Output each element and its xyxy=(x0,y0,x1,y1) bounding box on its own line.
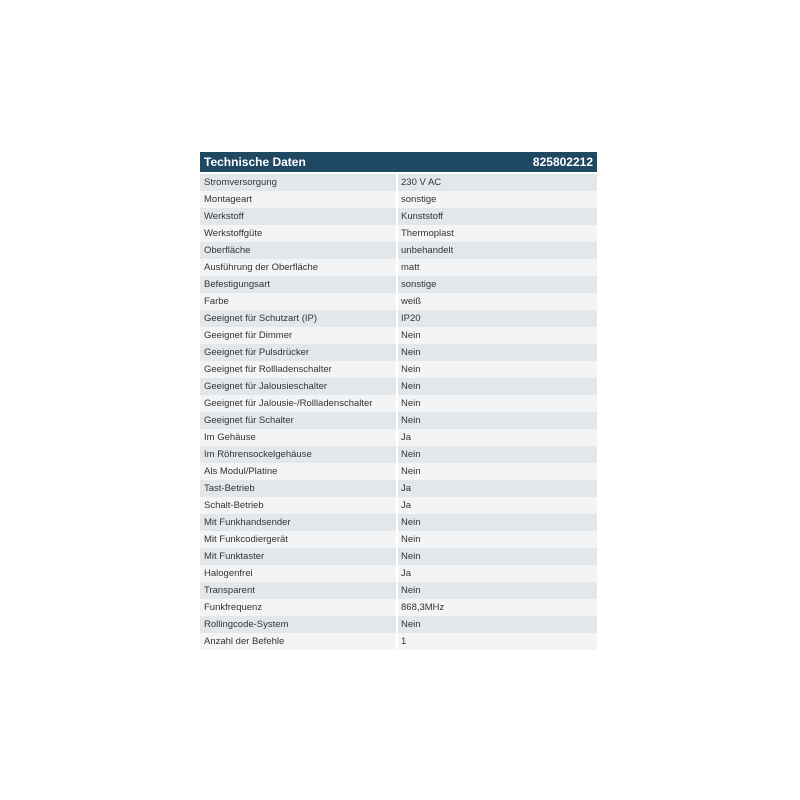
row-label: Stromversorgung xyxy=(204,177,277,188)
table-row xyxy=(200,293,597,310)
row-value: Nein xyxy=(401,585,421,596)
row-label: Mit Funkhandsender xyxy=(204,517,291,528)
table-row xyxy=(200,208,597,225)
table-row xyxy=(200,480,597,497)
row-label: Werkstoff xyxy=(204,211,244,222)
table-row xyxy=(200,616,597,633)
row-label: Farbe xyxy=(204,296,229,307)
table-row xyxy=(200,565,597,582)
row-value: Kunststoff xyxy=(401,211,444,222)
row-label: Geeignet für Dimmer xyxy=(204,330,293,341)
row-value: Thermoplast xyxy=(401,228,454,239)
row-value: Ja xyxy=(401,483,412,494)
row-value: Nein xyxy=(401,398,421,409)
row-value: Nein xyxy=(401,551,421,562)
row-label: Montageart xyxy=(204,194,253,205)
row-value: 868,3MHz xyxy=(401,602,445,613)
row-label: Halogenfrei xyxy=(204,568,253,579)
table-row xyxy=(200,582,597,599)
table-title: Technische Daten xyxy=(204,155,306,169)
row-label: Im Röhrensockelgehäuse xyxy=(204,449,312,460)
row-value: weiß xyxy=(401,296,422,307)
row-label: Funkfrequenz xyxy=(204,602,263,613)
row-label: Geeignet für Jalousieschalter xyxy=(204,381,328,392)
table-row xyxy=(200,497,597,514)
table-header xyxy=(200,152,597,172)
row-value: Ja xyxy=(401,500,412,511)
row-label: Schalt-Betrieb xyxy=(204,500,264,511)
row-value: 230 V AC xyxy=(401,177,442,188)
table-row xyxy=(200,514,597,531)
row-label: Rollingcode-System xyxy=(204,619,289,630)
table-row xyxy=(200,259,597,276)
table-row xyxy=(200,378,597,395)
table-row xyxy=(200,548,597,565)
row-label: Geeignet für Pulsdrücker xyxy=(204,347,310,358)
table-row xyxy=(200,429,597,446)
table-row xyxy=(200,599,597,616)
row-value: sonstige xyxy=(401,194,437,205)
table-row xyxy=(200,463,597,480)
table-row xyxy=(200,633,597,650)
table-row xyxy=(200,412,597,429)
table-row xyxy=(200,344,597,361)
table-row xyxy=(200,446,597,463)
table-row xyxy=(200,310,597,327)
row-value: matt xyxy=(401,262,420,273)
row-label: Geeignet für Rollladenschalter xyxy=(204,364,332,375)
row-label: Oberfläche xyxy=(204,245,251,256)
row-value: unbehandelt xyxy=(401,245,454,256)
row-label: Als Modul/Platine xyxy=(204,466,278,477)
row-label: Geeignet für Jalousie-/Rollladenschalter xyxy=(204,398,373,409)
table-row xyxy=(200,531,597,548)
row-value: Nein xyxy=(401,517,421,528)
row-value: Ja xyxy=(401,568,412,579)
row-label: Transparent xyxy=(204,585,255,596)
row-label: Anzahl der Befehle xyxy=(204,636,285,647)
row-label: Im Gehäuse xyxy=(204,432,256,443)
table-row xyxy=(200,395,597,412)
table-row xyxy=(200,191,597,208)
row-label: Geeignet für Schalter xyxy=(204,415,294,426)
row-label: Mit Funkcodiergerät xyxy=(204,534,288,545)
article-number: 825802212 xyxy=(532,155,593,169)
table-row xyxy=(200,327,597,344)
table-row xyxy=(200,242,597,259)
row-label: Mit Funktaster xyxy=(204,551,265,562)
row-value: 1 xyxy=(401,636,407,647)
row-label: Befestigungsart xyxy=(204,279,271,290)
row-value: Nein xyxy=(401,364,421,375)
table-row xyxy=(200,174,597,191)
row-value: Nein xyxy=(401,330,421,341)
row-value: Nein xyxy=(401,449,421,460)
row-value: Nein xyxy=(401,381,421,392)
row-label: Werkstoffgüte xyxy=(204,228,263,239)
row-value: Nein xyxy=(401,534,421,545)
table-row xyxy=(200,225,597,242)
row-label: Tast-Betrieb xyxy=(204,483,255,494)
row-label: Geeignet für Schutzart (IP) xyxy=(204,313,317,324)
table-row xyxy=(200,276,597,293)
row-value: Nein xyxy=(401,466,421,477)
table-body xyxy=(200,174,597,650)
table-row xyxy=(200,361,597,378)
row-value: Nein xyxy=(401,347,421,358)
row-value: Nein xyxy=(401,619,421,630)
row-label: Ausführung der Oberfläche xyxy=(204,262,319,273)
row-value: IP20 xyxy=(401,313,421,324)
row-value: Nein xyxy=(401,415,421,426)
technical-data-table xyxy=(200,152,597,650)
row-value: sonstige xyxy=(401,279,437,290)
row-value: Ja xyxy=(401,432,412,443)
